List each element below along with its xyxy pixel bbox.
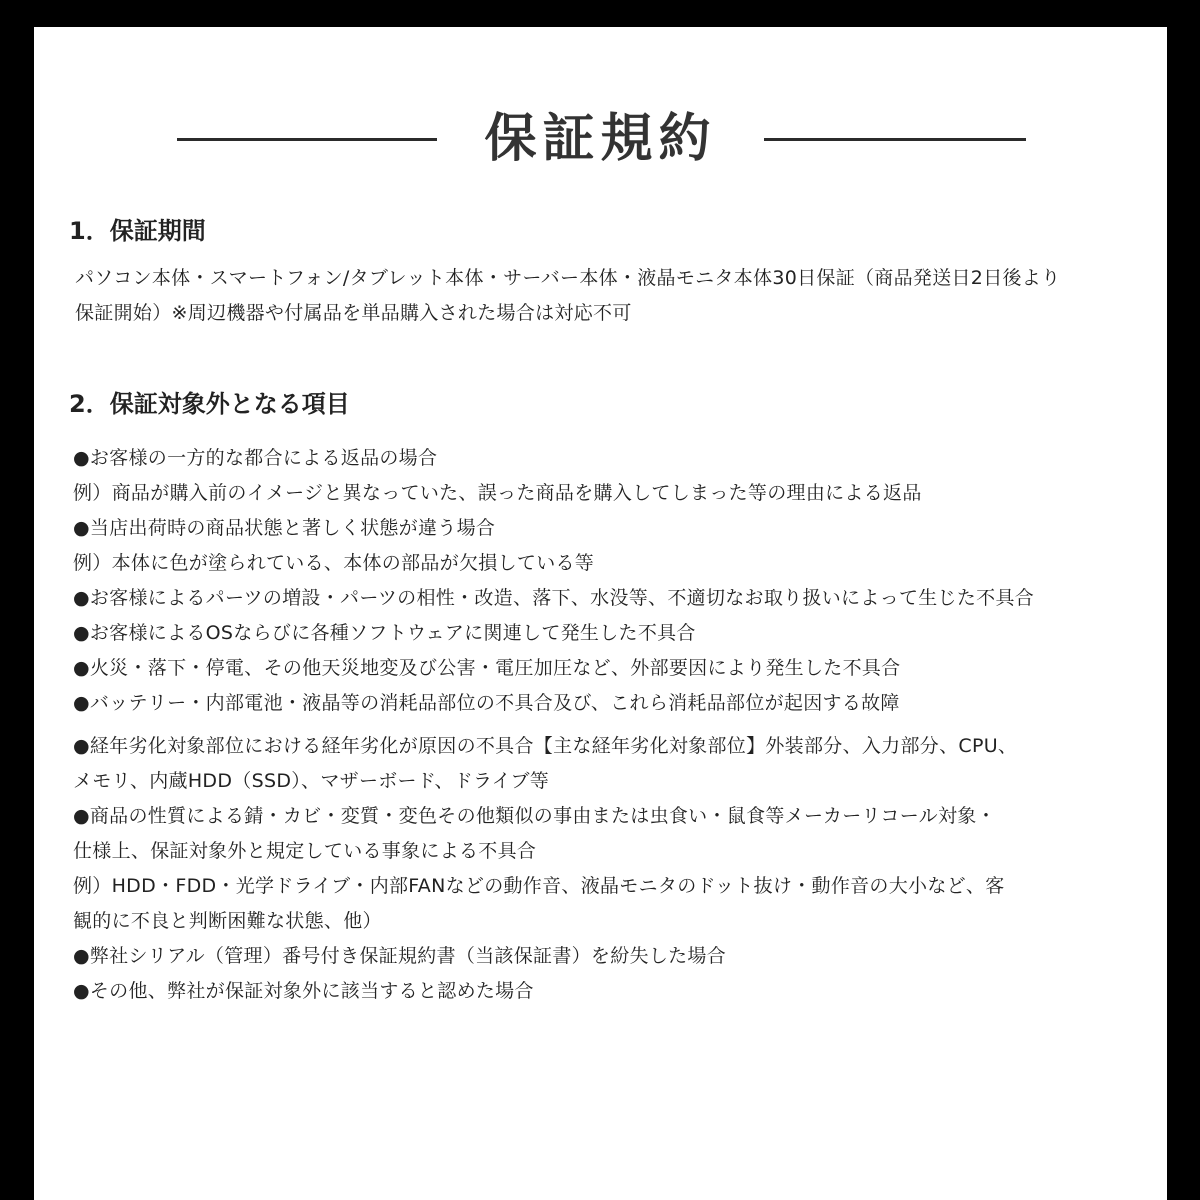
warranty-period-text-line: 保証開始）※周辺機器や付属品を単品購入された場合は対応不可 (75, 302, 632, 324)
title-row (34, 107, 1167, 171)
exclusion-item: ●当店出荷時の商品状態と著しく状態が違う場合 (73, 517, 496, 539)
exclusion-item: ●弊社シリアル（管理）番号付き保証規約書（当該保証書）を紛失した場合 (73, 945, 727, 967)
exclusion-item: ●その他、弊社が保証対象外に該当すると認めた場合 (73, 980, 534, 1002)
page-title: 保証規約 (484, 109, 717, 169)
exclusion-item: ●お客様の一方的な都合による返品の場合 (73, 447, 438, 469)
exclusion-item: ●経年劣化対象部位における経年劣化が原因の不具合【主な経年劣化対象部位】外装部分、入力部分、CPU、 (73, 735, 1018, 757)
exclusion-item: ●お客様によるパーツの増設・パーツの相性・改造、落下、水没等、不適切なお取り扱いによって生じた不具合 (73, 587, 1035, 609)
document-panel (34, 27, 1167, 1200)
exclusion-example-continued: 観的に不良と判断困難な状態、他） (73, 910, 382, 932)
warranty-period-text-line: パソコン本体・スマートフォン/タブレット本体・サーバー本体・液晶モニタ本体30日保証（商品発送日2日後より (75, 267, 1061, 289)
title-rule-left (177, 138, 437, 141)
exclusion-item-continued: メモリ、内蔵HDD（SSD）、マザーボード、ドライブ等 (73, 770, 550, 792)
title-rule-right (764, 138, 1026, 141)
exclusion-example: 例）商品が購入前のイメージと異なっていた、誤った商品を購入してしまった等の理由による返品 (73, 482, 922, 504)
exclusion-item: ●火災・落下・停電、その他天災地変及び公害・電圧加圧など、外部要因により発生した不具合 (73, 657, 901, 679)
exclusion-item-continued: 仕様上、保証対象外と規定している事象による不具合 (73, 840, 537, 862)
section-heading-warranty-period: 1．保証期間 (69, 217, 206, 245)
exclusion-example: 例）HDD・FDD・光学ドライブ・内部FANなどの動作音、液晶モニタのドット抜け・動作音の大小など、客 (73, 875, 1005, 897)
exclusion-item: ●お客様によるOSならびに各種ソフトウェアに関連して発生した不具合 (73, 622, 696, 644)
exclusion-item: ●バッテリー・内部電池・液晶等の消耗品部位の不具合及び、これら消耗品部位が起因する故障 (73, 692, 900, 714)
section-heading-exclusions: 2．保証対象外となる項目 (69, 390, 350, 418)
exclusion-example: 例）本体に色が塗られている、本体の部品が欠損している等 (73, 552, 595, 574)
exclusion-item: ●商品の性質による錆・カビ・変質・変色その他類似の事由または虫食い・鼠食等メーカーリコール対象・ (73, 805, 996, 827)
